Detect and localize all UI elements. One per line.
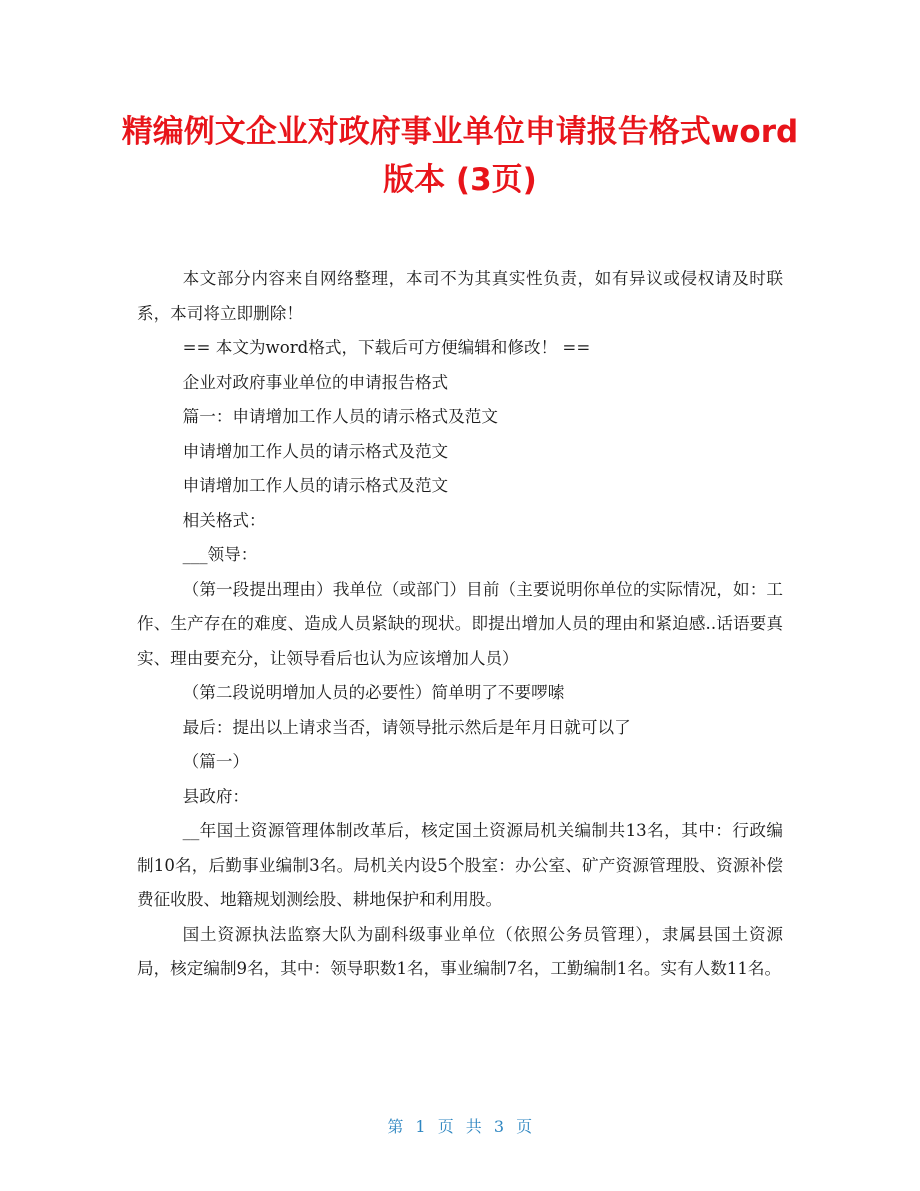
document-body [137, 262, 783, 987]
paragraph: （第二段说明增加人员的必要性）简单明了不要啰嗦 [182, 683, 565, 702]
paragraph: 相关格式： [182, 510, 266, 530]
paragraph: 国土资源执法监察大队为副科级事业单位（依照公务员管理），隶属县国土资源局，核定编制9名，其中：领导职数1名，事业编制7名，工勤编制1名。实有人数11名。 [137, 924, 783, 978]
document-title: 精编例文企业对政府事业单位申请报告格式word版本 (3页) [121, 114, 799, 198]
paragraph: 县政府： [182, 786, 250, 806]
page-number-footer: 第 1 页 共 3 页 [387, 1117, 533, 1136]
paragraph: ___领导： [182, 545, 258, 564]
paragraph-format-note: == 本文为word格式，下载后可方便编辑和修改！ == [182, 338, 591, 357]
paragraph-disclaimer: 本文部分内容来自网络整理，本司不为其真实性负责，如有异议或侵权请及时联系，本司将立即删除！ [137, 269, 783, 323]
paragraph: （篇一） [182, 752, 250, 771]
paragraph: 申请增加工作人员的请示格式及范文 [182, 441, 449, 461]
paragraph: __年国土资源管理体制改革后，核定国土资源局机关编制共13名，其中：行政编制10名，后勤事业编制3名。局机关内设5个股室：办公室、矿产资源管理股、资源补偿费征收股、地籍规划测绘股、耕地保护和利用股。 [137, 821, 783, 909]
paragraph-section-heading: 篇一：申请增加工作人员的请示格式及范文 [182, 407, 498, 426]
paragraph-subject: 企业对政府事业单位的申请报告格式 [182, 372, 449, 392]
paragraph: 最后：提出以上请求当否，请领导批示然后是年月日就可以了 [182, 717, 631, 737]
paragraph: 申请增加工作人员的请示格式及范文 [182, 476, 449, 495]
paragraph: （第一段提出理由）我单位（或部门）目前（主要说明你单位的实际情况，如：工作、生产存在的难度、造成人员紧缺的现状。即提出增加人员的理由和紧迫感..话语要真实、理由要充分，让领导看后也认为应该增加人员） [137, 579, 783, 668]
